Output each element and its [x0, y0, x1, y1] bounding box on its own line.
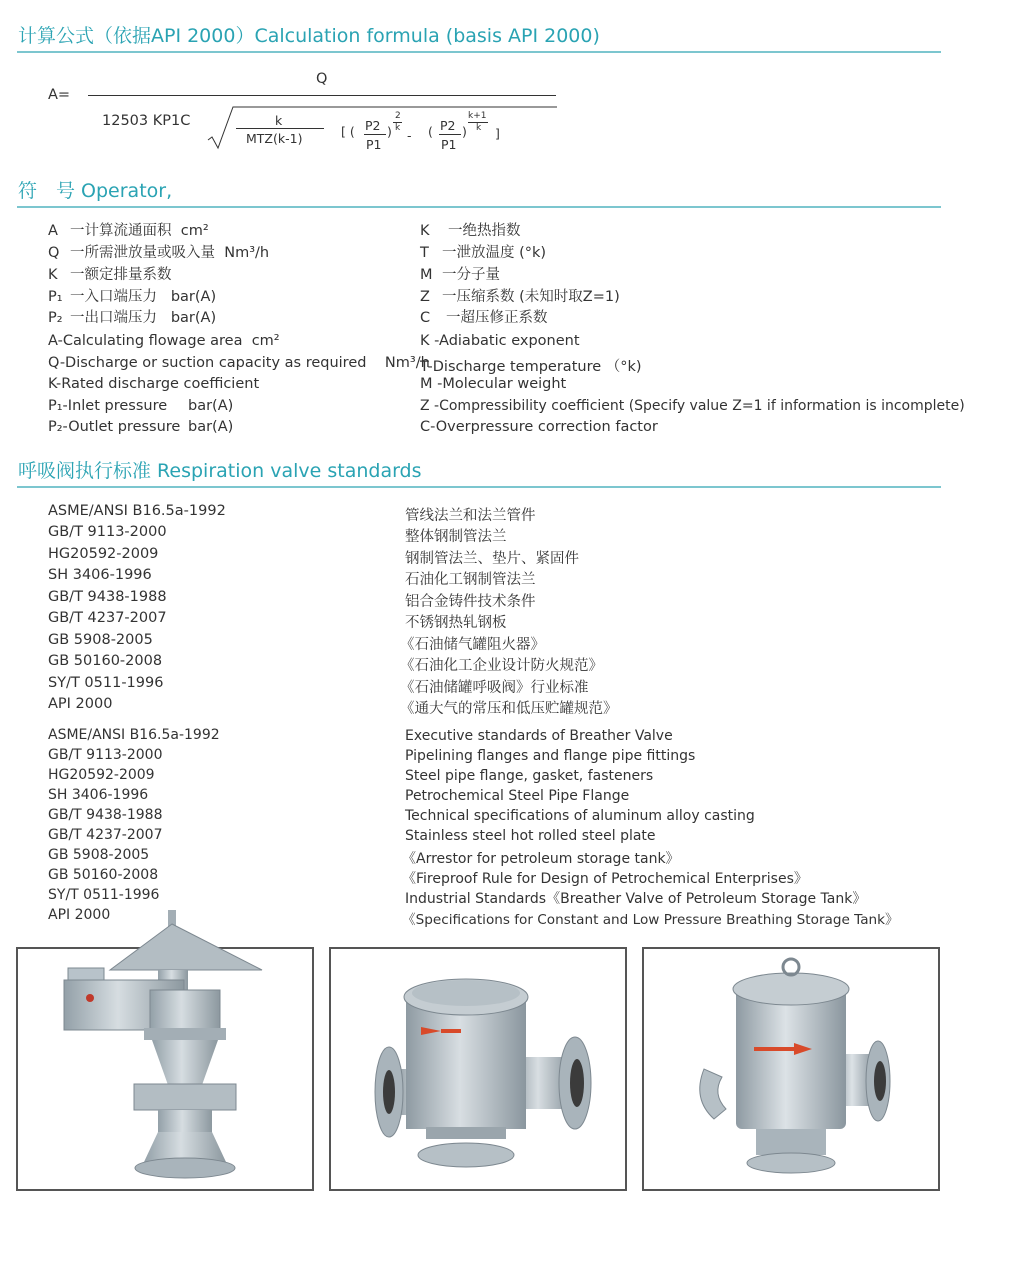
- operator-cn-row: Z 一压缩系数 (未知时取Z=1): [420, 289, 620, 305]
- flame-arrester-image: [331, 949, 625, 1189]
- standard-code: GB 5908-2005: [48, 632, 153, 648]
- ratio1-bar: [364, 134, 386, 135]
- standard-desc: 《Fireproof Rule for Design of Petrochemical Enterprises》: [402, 871, 808, 887]
- operator-section-title: 符 号 Operator,: [18, 180, 173, 202]
- operator-cn-row: Q 一所需泄放量或吸入量 Nm³/h: [48, 245, 270, 261]
- ratio2-bar: [439, 134, 461, 135]
- standard-desc: 《石油储气罐阻火器》: [400, 637, 545, 653]
- standard-code: SH 3406-1996: [48, 567, 152, 583]
- operator-cn-row: M 一分子量: [420, 267, 500, 283]
- formula-section-title: 计算公式（依据API 2000）Calculation formula (basis API 2000): [18, 25, 600, 47]
- standards-section-rule: [17, 486, 941, 488]
- standards-section-title: 呼吸阀执行标准 Respiration valve standards: [18, 460, 422, 482]
- bracket-end: ]: [495, 126, 500, 141]
- operator-cn-row: P₁ 一入口端压力 bar(A): [48, 289, 217, 305]
- standard-desc: 《石油储罐呼吸阀》行业标准: [400, 680, 589, 696]
- standard-code: HG20592-2009: [48, 546, 159, 562]
- operator-cn-row: K 一额定排量系数: [48, 267, 172, 283]
- standard-desc: 《Arrestor for petroleum storage tank》: [402, 851, 680, 867]
- inner-numerator: k: [275, 113, 283, 128]
- standard-desc: 不锈钢热轧钢板: [405, 615, 507, 631]
- operator-en-row: P₁-Inlet pressure bar(A): [48, 398, 234, 414]
- operator-section-rule: [17, 206, 941, 208]
- standard-desc: Stainless steel hot rolled steel plate: [405, 828, 656, 844]
- standard-desc: Industrial Standards《Breather Valve of Petroleum Storage Tank》: [405, 891, 867, 907]
- operator-cn-row: P₂ 一出口端压力 bar(A): [48, 310, 217, 326]
- operator-en-row: K -Adiabatic exponent: [420, 333, 580, 349]
- inner-denominator: MTZ(k-1): [246, 131, 303, 146]
- operator-en-row: Z -Compressibility coefficient (Specify value Z=1 if information is incomplete): [420, 398, 965, 414]
- minus-sign: -: [407, 128, 412, 143]
- standard-desc: 铝合金铸件技术条件: [405, 594, 536, 610]
- formula-coefficient: 12503 KP1C: [102, 113, 191, 129]
- standard-code: SY/T 0511-1996: [48, 675, 164, 691]
- operator-en-row: T-Discharge temperature （°k): [420, 359, 642, 375]
- ratio2-p2: P2: [440, 118, 456, 133]
- standard-code: GB/T 9113-2000: [48, 524, 167, 540]
- standard-code: GB/T 9113-2000: [48, 747, 163, 763]
- standard-desc: 整体钢制管法兰: [405, 529, 507, 545]
- standard-code: GB/T 4237-2007: [48, 610, 167, 626]
- standard-code: ASME/ANSI B16.5a-1992: [48, 503, 226, 519]
- standard-desc: 《石油化工企业设计防火规范》: [400, 658, 603, 674]
- standard-desc: 钢制管法兰、垫片、紧固件: [405, 551, 579, 567]
- bracket-open: [ (: [341, 124, 355, 139]
- standard-code: GB/T 9438-1988: [48, 807, 163, 823]
- main-fraction-bar: [88, 95, 556, 96]
- operator-en-row: P₂-Outlet pressure bar(A): [48, 419, 234, 435]
- ratio2-open: (: [428, 124, 433, 139]
- standard-desc: Pipelining flanges and flange pipe fittings: [405, 748, 696, 764]
- ratio2-close: ): [462, 124, 467, 139]
- standard-desc: Technical specifications of aluminum alloy casting: [405, 808, 755, 824]
- operator-cn-row: C 一超压修正系数: [420, 310, 548, 326]
- ratio1-close: ): [387, 124, 392, 139]
- standard-code: GB/T 9438-1988: [48, 589, 167, 605]
- operator-en-row: M -Molecular weight: [420, 376, 567, 392]
- operator-en-row: C-Overpressure correction factor: [420, 419, 658, 435]
- inner-fraction-bar: [236, 128, 324, 129]
- operator-en-row: A-Calculating flowage area cm²: [48, 333, 280, 349]
- operator-en-row: K-Rated discharge coefficient: [48, 376, 260, 392]
- exp2-den: k: [476, 123, 482, 133]
- standard-code: API 2000: [48, 696, 113, 712]
- product-photo-3: [642, 947, 940, 1191]
- standard-code: API 2000: [48, 907, 111, 923]
- product-photo-2: [329, 947, 627, 1191]
- standard-desc: 《通大气的常压和低压贮罐规范》: [400, 701, 618, 717]
- operator-cn-row: A 一计算流通面积 cm²: [48, 223, 209, 239]
- operator-en-row: Q-Discharge or suction capacity as required Nm³/h: [48, 355, 430, 371]
- standard-desc: Steel pipe flange, gasket, fasteners: [405, 768, 654, 784]
- formula-section-rule: [17, 51, 941, 53]
- standard-desc: 石油化工钢制管法兰: [405, 572, 536, 588]
- standard-code: SH 3406-1996: [48, 787, 149, 803]
- standard-code: HG20592-2009: [48, 767, 155, 783]
- operator-cn-row: K 一绝热指数: [420, 223, 521, 239]
- formula-numerator: Q: [316, 71, 328, 87]
- standard-code: GB 5908-2005: [48, 847, 150, 863]
- standard-code: ASME/ANSI B16.5a-1992: [48, 727, 220, 743]
- standard-code: GB 50160-2008: [48, 867, 159, 883]
- standard-desc: Petrochemical Steel Pipe Flange: [405, 788, 630, 804]
- standard-desc: 管线法兰和法兰管件: [405, 508, 536, 524]
- standard-code: GB 50160-2008: [48, 653, 163, 669]
- ratio2-p1: P1: [441, 137, 457, 152]
- formula-lhs: A=: [48, 87, 71, 103]
- ratio1-p2: P2: [365, 118, 381, 133]
- exp2-num: k+1: [468, 111, 487, 121]
- ratio1-p1: P1: [366, 137, 382, 152]
- operator-cn-row: T 一泄放温度 (°k): [420, 245, 547, 261]
- standard-desc: Executive standards of Breather Valve: [405, 728, 673, 744]
- standard-code: SY/T 0511-1996: [48, 887, 160, 903]
- standard-code: GB/T 4237-2007: [48, 827, 163, 843]
- exp1-num: 2: [395, 111, 401, 121]
- exp1-den: k: [395, 123, 401, 133]
- breather-valve-image: [644, 949, 938, 1189]
- standard-desc: 《Specifications for Constant and Low Pressure Breathing Storage Tank》: [402, 912, 899, 928]
- explosion-proof-valve-image: [40, 910, 290, 1192]
